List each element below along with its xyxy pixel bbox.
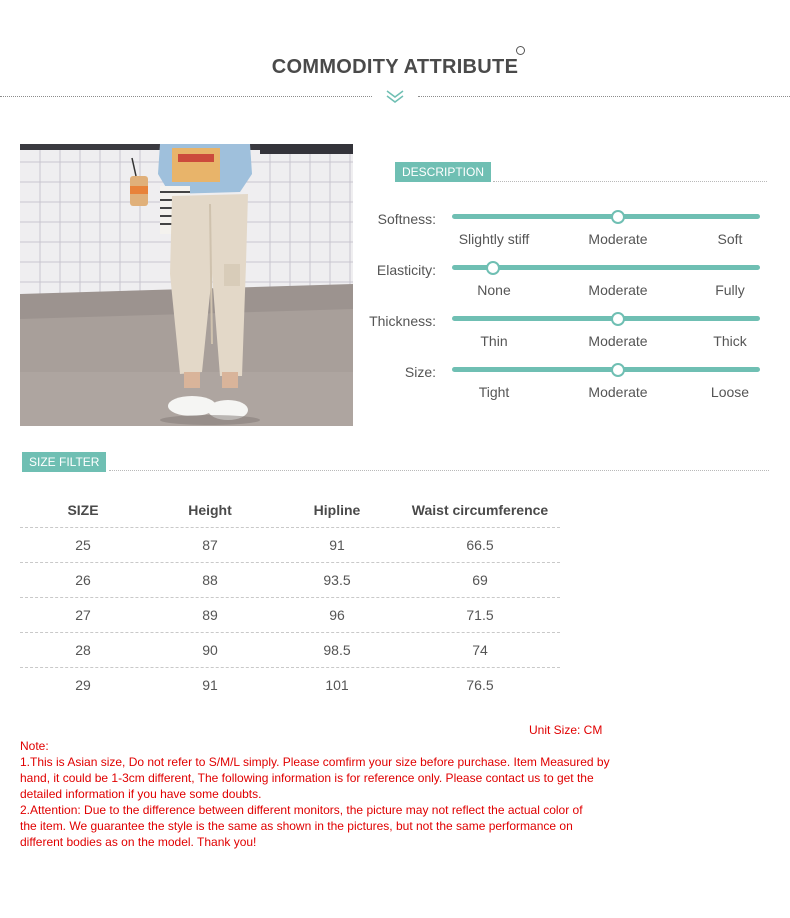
size-filter-tag: SIZE FILTER bbox=[22, 452, 106, 472]
table-cell: 27 bbox=[75, 607, 91, 623]
note-line: 2.Attention: Due to the difference between different monitors, the picture may not reflect the actual color of bbox=[20, 803, 583, 817]
table-cell: 101 bbox=[325, 677, 349, 693]
col-header-hipline: Hipline bbox=[313, 502, 361, 518]
table-cell: 90 bbox=[202, 642, 218, 658]
note-line: hand, it could be 1-3cm different, The following information is for reference only. Please contact us to get the bbox=[20, 771, 594, 785]
softness-option-low: Slightly stiff bbox=[458, 231, 530, 247]
table-divider bbox=[20, 562, 560, 563]
product-photo bbox=[20, 144, 353, 426]
size-fit-scale bbox=[452, 367, 760, 372]
elasticity-option-high: Fully bbox=[715, 282, 745, 298]
size-fit-option-mid: Moderate bbox=[588, 384, 648, 400]
note-line: detailed information if you have some doubts. bbox=[20, 787, 262, 801]
table-divider bbox=[20, 527, 560, 528]
size-fit-label: Size: bbox=[404, 364, 436, 380]
table-cell: 29 bbox=[75, 677, 91, 693]
elasticity-option-mid: Moderate bbox=[588, 282, 648, 298]
elasticity-indicator bbox=[486, 261, 500, 275]
table-cell: 96 bbox=[329, 607, 345, 623]
softness-option-high: Soft bbox=[717, 231, 743, 247]
table-cell: 88 bbox=[202, 572, 218, 588]
description-tag: DESCRIPTION bbox=[395, 162, 491, 182]
note-line: the item. We guarantee the style is the same as shown in the pictures, but not the same performance on bbox=[20, 819, 573, 833]
table-cell: 66.5 bbox=[466, 537, 494, 553]
table-cell: 71.5 bbox=[466, 607, 494, 623]
table-cell: 69 bbox=[472, 572, 488, 588]
description-divider bbox=[493, 181, 767, 182]
note-heading: Note: bbox=[20, 739, 49, 753]
table-cell: 28 bbox=[75, 642, 91, 658]
table-cell: 89 bbox=[202, 607, 218, 623]
table-cell: 74 bbox=[472, 642, 488, 658]
table-cell: 87 bbox=[202, 537, 218, 553]
unit-label: Unit Size: CM bbox=[529, 723, 603, 737]
size-fit-indicator bbox=[611, 363, 625, 377]
thickness-scale bbox=[452, 316, 760, 321]
softness-label: Softness: bbox=[377, 211, 436, 227]
header-divider-left bbox=[0, 96, 372, 97]
table-cell: 91 bbox=[202, 677, 218, 693]
thickness-indicator bbox=[611, 312, 625, 326]
table-cell: 93.5 bbox=[323, 572, 351, 588]
col-header-size: SIZE bbox=[67, 502, 99, 518]
table-divider bbox=[20, 597, 560, 598]
softness-option-mid: Moderate bbox=[588, 231, 648, 247]
elasticity-label: Elasticity: bbox=[376, 262, 436, 278]
thickness-option-low: Thin bbox=[480, 333, 508, 349]
size-filter-divider bbox=[109, 470, 769, 471]
page-title: COMMODITY ATTRIBUTE bbox=[271, 56, 519, 78]
table-cell: 25 bbox=[75, 537, 91, 553]
table-cell: 26 bbox=[75, 572, 91, 588]
softness-scale bbox=[452, 214, 760, 219]
thickness-option-mid: Moderate bbox=[588, 333, 648, 349]
double-chevron-down-icon bbox=[384, 88, 406, 104]
size-fit-option-high: Loose bbox=[710, 384, 750, 400]
col-header-height: Height bbox=[188, 502, 232, 518]
title-degree-mark bbox=[516, 46, 525, 55]
table-cell: 98.5 bbox=[323, 642, 351, 658]
thickness-label: Thickness: bbox=[369, 313, 436, 329]
thickness-option-high: Thick bbox=[713, 333, 747, 349]
note-line: 1.This is Asian size, Do not refer to S/M/L simply. Please comfirm your size before purchase. Item Measured by bbox=[20, 755, 610, 769]
elasticity-option-low: None bbox=[477, 282, 511, 298]
table-cell: 76.5 bbox=[466, 677, 494, 693]
size-fit-option-low: Tight bbox=[478, 384, 510, 400]
table-divider bbox=[20, 667, 560, 668]
col-header-waist: Waist circumference bbox=[411, 502, 549, 518]
table-cell: 91 bbox=[329, 537, 345, 553]
note-line: different bodies as on the model. Thank you! bbox=[20, 835, 257, 849]
softness-indicator bbox=[611, 210, 625, 224]
table-divider bbox=[20, 632, 560, 633]
header-divider-right bbox=[418, 96, 790, 97]
